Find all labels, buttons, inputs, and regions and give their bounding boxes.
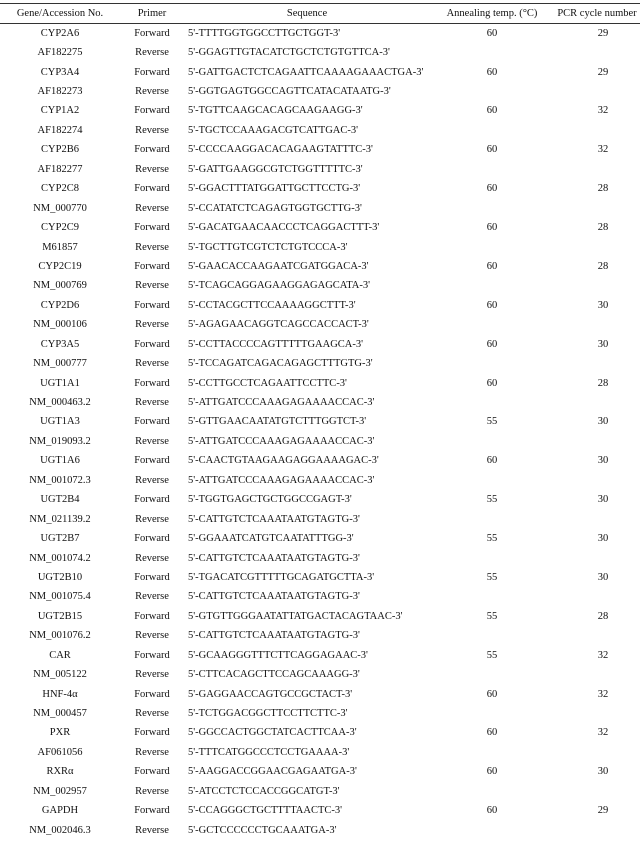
gene-cell: RXRα — [46, 766, 74, 778]
cycles-cell: 30 — [597, 416, 609, 428]
primer-cell: Forward — [134, 766, 170, 778]
table-row — [0, 587, 640, 606]
table-row — [0, 451, 640, 470]
sequence-cell: 5'-GCTCCCCCCTGCAAATGA-3' — [188, 824, 337, 836]
annealing-cell — [430, 276, 554, 295]
primer-cell: Forward — [134, 183, 170, 195]
header-cycles: PCR cycle number — [557, 8, 637, 19]
sequence-cell: 5'-TGGTGAGCTGCTGGCCGAGT-3' — [188, 494, 352, 506]
sequence-cell: 5'-ATTGATCCCAAAGAGAAAACCAC-3' — [188, 474, 375, 486]
gene-cell: PXR — [49, 727, 71, 739]
cycles-cell — [554, 121, 640, 140]
table-row — [0, 121, 640, 140]
cycles-cell: 32 — [597, 105, 609, 117]
primer-table — [0, 3, 640, 840]
gene-cell: GAPDH — [41, 805, 79, 817]
annealing-cell: 60 — [486, 805, 498, 817]
cycles-cell — [554, 743, 640, 762]
cycles-cell — [554, 315, 640, 334]
gene-cell: NM_000106 — [33, 319, 87, 331]
gene-cell: NM_002046.3 — [29, 824, 91, 836]
gene-cell: UGT2B15 — [37, 610, 83, 622]
cycles-cell: 30 — [597, 494, 609, 506]
sequence-cell: 5'-AGAGAACAGGTCAGCCACCACT-3' — [188, 319, 369, 331]
gene-cell: CAR — [49, 649, 71, 661]
sequence-cell: 5'-TGCTCCAAAGACGTCATTGAC-3' — [188, 124, 359, 136]
table-row — [0, 471, 640, 490]
gene-cell: NM_000769 — [33, 280, 87, 292]
table-row — [0, 529, 640, 548]
header-gene: Gene/Accession No. — [16, 8, 104, 19]
gene-cell: CYP2B6 — [41, 144, 79, 156]
annealing-cell — [430, 198, 554, 217]
sequence-cell: 5'-CAACTGTAAGAAGAGGAAAAGAC-3' — [188, 455, 379, 467]
cycles-cell — [554, 237, 640, 256]
annealing-cell: 60 — [486, 338, 498, 350]
annealing-cell: 60 — [486, 688, 498, 700]
header-sequence: Sequence — [286, 8, 328, 19]
table-row — [0, 782, 640, 801]
primer-cell: Reverse — [135, 86, 169, 98]
gene-cell: NM_001072.3 — [29, 474, 91, 486]
annealing-cell — [430, 548, 554, 567]
table-row — [0, 509, 640, 528]
header-primer: Primer — [137, 8, 167, 19]
gene-cell: UGT2B4 — [40, 494, 80, 506]
primer-cell: Reverse — [135, 358, 169, 370]
annealing-cell — [430, 704, 554, 723]
annealing-cell — [430, 432, 554, 451]
primer-cell: Forward — [134, 222, 170, 234]
cycles-cell — [554, 198, 640, 217]
sequence-cell: 5'-GTGTTGGGAATATTATGACTACAGTAAC-3' — [188, 610, 403, 622]
annealing-cell: 55 — [486, 649, 498, 661]
gene-cell: NM_000770 — [33, 202, 87, 214]
cycles-cell: 30 — [597, 338, 609, 350]
gene-cell: NM_000777 — [33, 358, 87, 370]
primer-cell: Reverse — [135, 552, 169, 564]
primer-cell: Forward — [134, 571, 170, 583]
annealing-cell — [430, 121, 554, 140]
annealing-cell: 60 — [486, 105, 498, 117]
primer-cell: Forward — [134, 377, 170, 389]
cycles-cell — [554, 626, 640, 645]
gene-cell: CYP2C19 — [38, 260, 82, 272]
table-row — [0, 62, 640, 81]
annealing-cell: 60 — [486, 260, 498, 272]
annealing-cell: 60 — [486, 377, 498, 389]
sequence-cell: 5'-GAACACCAAGAATCGATGGACA-3' — [188, 260, 369, 272]
header-row — [0, 4, 640, 24]
primer-cell: Forward — [134, 105, 170, 117]
primer-cell: Reverse — [135, 435, 169, 447]
gene-cell: UGT2B10 — [37, 571, 83, 583]
annealing-cell: 55 — [486, 533, 498, 545]
gene-cell: AF182275 — [37, 47, 83, 59]
gene-cell: CYP3A4 — [40, 66, 80, 78]
sequence-cell: 5'-CATTGTCTCAAATAATGTAGTG-3' — [188, 630, 360, 642]
sequence-cell: 5'-GATTGACTCTCAGAATTCAAAAGAAACTGA-3' — [188, 66, 424, 78]
gene-cell: NM_001076.2 — [29, 630, 91, 642]
primer-cell: Reverse — [135, 124, 169, 136]
primer-cell: Forward — [134, 610, 170, 622]
sequence-cell: 5'-CCCCAAGGACACAGAAGTATTTC-3' — [188, 144, 373, 156]
primer-cell: Forward — [134, 455, 170, 467]
table-row — [0, 276, 640, 295]
annealing-cell: 60 — [486, 144, 498, 156]
table-row — [0, 704, 640, 723]
cycles-cell: 32 — [597, 727, 609, 739]
gene-cell: AF061056 — [37, 746, 83, 758]
table-row — [0, 568, 640, 587]
primer-cell: Reverse — [135, 513, 169, 525]
cycles-cell: 28 — [597, 377, 609, 389]
table-row — [0, 626, 640, 645]
header-annealing: Annealing temp. (°C) — [446, 8, 538, 19]
annealing-cell — [430, 626, 554, 645]
primer-cell: Reverse — [135, 746, 169, 758]
annealing-cell: 55 — [486, 610, 498, 622]
primer-cell: Reverse — [135, 163, 169, 175]
primer-cell: Reverse — [135, 47, 169, 59]
annealing-cell — [430, 82, 554, 101]
cycles-cell — [554, 509, 640, 528]
gene-cell: CYP3A5 — [40, 338, 80, 350]
cycles-cell: 30 — [597, 299, 609, 311]
table-row — [0, 140, 640, 159]
annealing-cell — [430, 237, 554, 256]
sequence-cell: 5'-GGACTTTATGGATTGCTTCCTG-3' — [188, 183, 361, 195]
primer-cell: Reverse — [135, 319, 169, 331]
cycles-cell: 30 — [597, 455, 609, 467]
cycles-cell: 29 — [597, 27, 609, 39]
sequence-cell: 5'-CATTGTCTCAAATAATGTAGTG-3' — [188, 552, 360, 564]
sequence-cell: 5'-TCAGCAGGAGAAGGAGAGCATA-3' — [188, 280, 371, 292]
cycles-cell — [554, 782, 640, 801]
table-row — [0, 373, 640, 392]
annealing-cell — [430, 393, 554, 412]
annealing-cell — [430, 509, 554, 528]
primer-cell: Forward — [134, 27, 170, 39]
table-row — [0, 315, 640, 334]
gene-cell: CYP2C9 — [41, 222, 79, 234]
sequence-cell: 5'-GTTGAACAATATGTCTTTGGTCT-3' — [188, 416, 367, 428]
table-row — [0, 218, 640, 237]
primer-cell: Forward — [134, 688, 170, 700]
annealing-cell — [430, 587, 554, 606]
annealing-cell: 60 — [486, 183, 498, 195]
gene-cell: NM_019093.2 — [29, 435, 91, 447]
annealing-cell: 60 — [486, 727, 498, 739]
gene-cell: UGT1A3 — [40, 416, 80, 428]
cycles-cell — [554, 665, 640, 684]
sequence-cell: 5'-TGCTTGTCGTCTCTGTCCCA-3' — [188, 241, 348, 253]
primer-cell: Reverse — [135, 708, 169, 720]
cycles-cell — [554, 160, 640, 179]
sequence-cell: 5'-CCATATCTCAGAGTGGTGCTTG-3' — [188, 202, 362, 214]
table-row — [0, 43, 640, 62]
primer-cell: Reverse — [135, 630, 169, 642]
primer-cell: Reverse — [135, 824, 169, 836]
cycles-cell — [554, 704, 640, 723]
cycles-cell: 29 — [597, 66, 609, 78]
sequence-cell: 5'-GGAGTTGTACATCTGCTCTGTGTTCA-3' — [188, 47, 390, 59]
cycles-cell: 28 — [597, 222, 609, 234]
primer-cell: Forward — [134, 144, 170, 156]
cycles-cell — [554, 548, 640, 567]
table-row — [0, 548, 640, 567]
primer-cell: Reverse — [135, 669, 169, 681]
table-row — [0, 490, 640, 509]
table-row — [0, 762, 640, 781]
annealing-cell: 60 — [486, 766, 498, 778]
sequence-cell: 5'-CATTGTCTCAAATAATGTAGTG-3' — [188, 591, 360, 603]
sequence-cell: 5'-GACATGAACAACCCTCAGGACTTT-3' — [188, 222, 380, 234]
primer-cell: Reverse — [135, 474, 169, 486]
primer-cell: Reverse — [135, 591, 169, 603]
table-row — [0, 24, 640, 43]
annealing-cell: 55 — [486, 494, 498, 506]
table-row — [0, 820, 640, 839]
table-row — [0, 101, 640, 120]
cycles-cell: 30 — [597, 766, 609, 778]
cycles-cell: 30 — [597, 571, 609, 583]
table-row — [0, 257, 640, 276]
cycles-cell — [554, 276, 640, 295]
primer-cell: Forward — [134, 299, 170, 311]
gene-cell: UGT1A6 — [40, 455, 80, 467]
cycles-cell: 28 — [597, 610, 609, 622]
cycles-cell — [554, 43, 640, 62]
table-body — [0, 24, 640, 840]
table-row — [0, 665, 640, 684]
table-row — [0, 412, 640, 431]
annealing-cell: 55 — [486, 416, 498, 428]
primer-cell: Reverse — [135, 280, 169, 292]
annealing-cell — [430, 471, 554, 490]
cycles-cell — [554, 354, 640, 373]
sequence-cell: 5'-TGACATCGTTTTTGCAGATGCTTA-3' — [188, 571, 375, 583]
table-row — [0, 743, 640, 762]
sequence-cell: 5'-CTTCACAGCTTCCAGCAAAGG-3' — [188, 669, 360, 681]
annealing-cell — [430, 743, 554, 762]
annealing-cell — [430, 782, 554, 801]
primer-cell: Forward — [134, 66, 170, 78]
gene-cell: NM_000463.2 — [29, 397, 91, 409]
cycles-cell — [554, 82, 640, 101]
table-row — [0, 237, 640, 256]
cycles-cell — [554, 471, 640, 490]
primer-cell: Reverse — [135, 202, 169, 214]
sequence-cell: 5'-GGTGAGTGGCCAGTTCATACATAATG-3' — [188, 86, 391, 98]
annealing-cell: 60 — [486, 27, 498, 39]
cycles-cell: 32 — [597, 688, 609, 700]
gene-cell: CYP1A2 — [40, 105, 80, 117]
table-header — [0, 4, 640, 24]
primer-cell: Forward — [134, 727, 170, 739]
cycles-cell: 28 — [597, 183, 609, 195]
annealing-cell — [430, 43, 554, 62]
annealing-cell — [430, 315, 554, 334]
cycles-cell — [554, 432, 640, 451]
gene-cell: CYP2C8 — [41, 183, 79, 195]
gene-cell: UGT1A1 — [40, 377, 80, 389]
table-row — [0, 646, 640, 665]
annealing-cell: 60 — [486, 66, 498, 78]
primer-cell: Forward — [134, 338, 170, 350]
sequence-cell: 5'-GCAAGGGTTTCTTCAGGAGAAC-3' — [188, 649, 368, 661]
gene-cell: NM_005122 — [33, 669, 87, 681]
gene-cell: NM_001074.2 — [29, 552, 91, 564]
cycles-cell — [554, 587, 640, 606]
annealing-cell: 55 — [486, 571, 498, 583]
cycles-cell — [554, 820, 640, 839]
sequence-cell: 5'-CCTTGCCTCAGAATTCCTTC-3' — [188, 377, 347, 389]
annealing-cell — [430, 160, 554, 179]
sequence-cell: 5'-GGAAATCATGTCAATATTTGG-3' — [188, 533, 354, 545]
table-row — [0, 198, 640, 217]
table-row — [0, 684, 640, 703]
gene-cell: CYP2D6 — [40, 299, 80, 311]
sequence-cell: 5'-ATCCTCTCCACCGGCATGT-3' — [188, 785, 340, 797]
primer-cell: Forward — [134, 494, 170, 506]
cycles-cell: 32 — [597, 144, 609, 156]
table-row — [0, 432, 640, 451]
primer-cell: Reverse — [135, 785, 169, 797]
sequence-cell: 5'-TTTTGGTGGCCTTGCTGGT-3' — [188, 27, 341, 39]
gene-cell: NM_002957 — [33, 785, 87, 797]
sequence-cell: 5'-GATTGAAGGCGTCTGGTTTTTC-3' — [188, 163, 363, 175]
gene-cell: M61857 — [42, 241, 78, 253]
sequence-cell: 5'-TCCAGATCAGACAGAGCTTTGTG-3' — [188, 358, 373, 370]
annealing-cell: 60 — [486, 455, 498, 467]
sequence-cell: 5'-GGCCACTGGCTATCACTTCAA-3' — [188, 727, 357, 739]
gene-cell: UGT2B7 — [40, 533, 80, 545]
sequence-cell: 5'-GAGGAACCAGTGCCGCTACT-3' — [188, 688, 353, 700]
sequence-cell: 5'-CATTGTCTCAAATAATGTAGTG-3' — [188, 513, 360, 525]
primer-cell: Reverse — [135, 241, 169, 253]
table-row — [0, 801, 640, 820]
table-row — [0, 354, 640, 373]
table-row — [0, 296, 640, 315]
cycles-cell: 30 — [597, 533, 609, 545]
table-row — [0, 82, 640, 101]
primer-cell: Forward — [134, 260, 170, 272]
sequence-cell: 5'-ATTGATCCCAAAGAGAAAACCAC-3' — [188, 435, 375, 447]
table-row — [0, 607, 640, 626]
cycles-cell: 29 — [597, 805, 609, 817]
table-row — [0, 393, 640, 412]
primer-cell: Forward — [134, 805, 170, 817]
sequence-cell: 5'-TCTGGACGGCTTCCTTCTTC-3' — [188, 708, 348, 720]
annealing-cell: 60 — [486, 299, 498, 311]
sequence-cell: 5'-TGTTCAAGCACAGCAAGAAGG-3' — [188, 105, 363, 117]
annealing-cell — [430, 820, 554, 839]
sequence-cell: 5'-CCTACGCTTCCAAAAGGCTTT-3' — [188, 299, 356, 311]
primer-cell: Reverse — [135, 397, 169, 409]
gene-cell: AF182274 — [37, 124, 83, 136]
table-row — [0, 723, 640, 742]
table-row — [0, 160, 640, 179]
primer-cell: Forward — [134, 533, 170, 545]
table-row — [0, 335, 640, 354]
cycles-cell: 32 — [597, 649, 609, 661]
gene-cell: AF182273 — [37, 86, 83, 98]
cycles-cell: 28 — [597, 260, 609, 272]
sequence-cell: 5'-CCTTACCCCAGTTTTTGAAGCA-3' — [188, 338, 364, 350]
sequence-cell: 5'-TTTCATGGCCCTCCTGAAAA-3' — [188, 746, 350, 758]
gene-cell: NM_000457 — [33, 708, 87, 720]
primer-cell: Forward — [134, 416, 170, 428]
gene-cell: HNF-4α — [42, 688, 78, 700]
annealing-cell: 60 — [486, 222, 498, 234]
gene-cell: CYP2A6 — [40, 27, 80, 39]
sequence-cell: 5'-ATTGATCCCAAAGAGAAAACCAC-3' — [188, 397, 375, 409]
cycles-cell — [554, 393, 640, 412]
gene-cell: NM_021139.2 — [29, 513, 91, 525]
gene-cell: NM_001075.4 — [29, 591, 91, 603]
sequence-cell: 5'-CCAGGGCTGCTTTTAACTC-3' — [188, 805, 343, 817]
annealing-cell — [430, 665, 554, 684]
primer-cell: Forward — [134, 649, 170, 661]
annealing-cell — [430, 354, 554, 373]
sequence-cell: 5'-AAGGACCGGAACGAGAATGA-3' — [188, 766, 357, 778]
gene-cell: AF182277 — [37, 163, 83, 175]
table-row — [0, 179, 640, 198]
